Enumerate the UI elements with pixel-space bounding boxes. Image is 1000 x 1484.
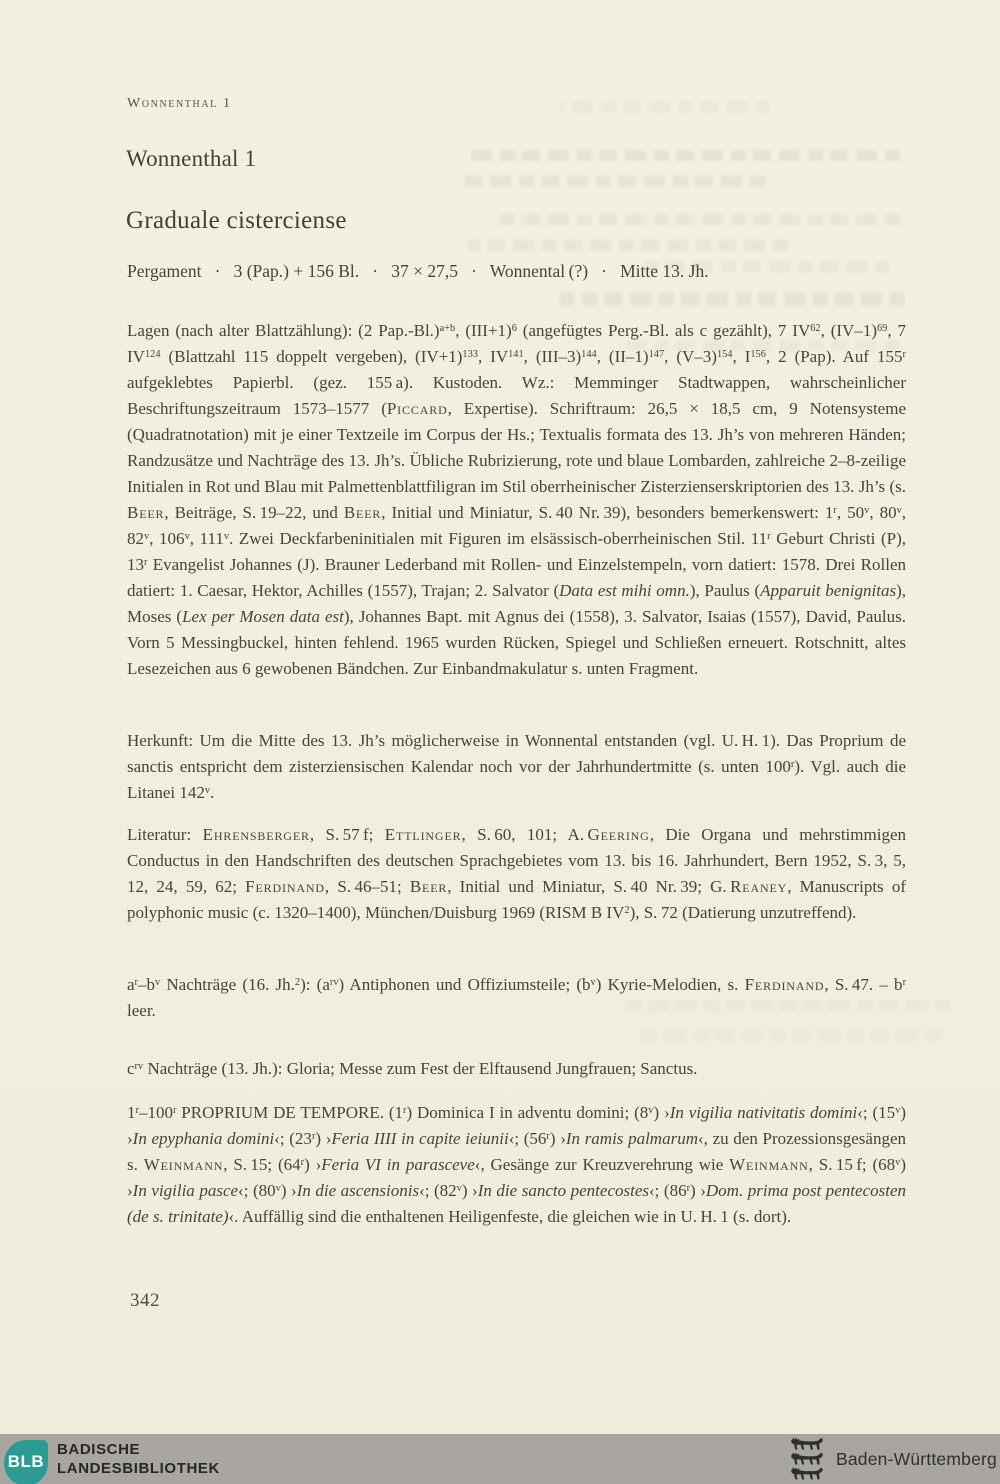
running-head: Wonnenthal 1 bbox=[127, 96, 232, 111]
paragraph-codicology: Lagen (nach alter Blattzählung): (2 Pap.-Bl.)$^{a+b}$, $(III+1)^6$ (angefügtes Perg.-Bl. als c gezählt), 7 IV$^{62}$, $(IV-1)^{69}$, 7 IV$^{124}$ (Blattzahl 115 doppelt vergeben), $(IV+1)^{133}$, IV$^{141}$, $(III-3)^{144}$, $(II-1)^{147}$, $(V-3)^{154}$, $I^{156}$, 2 (Pap). Auf 155$^r$ aufgeklebtes Papierbl. (gez. 155 a). Kustoden. Wz.: Memminger Stadtwappen, wahrscheinlicher Beschriftungszeitraum 1573–1577 (Piccard, Expertise). Schriftraum: 26,5 × 18,5 cm, 9 Notensysteme (Quadratnotation) mit je einer Textzeile im Corpus der Hs.; Textualis formata des 13. Jh’s von mehreren Händen; Randzusätze und Nachträge des 13. Jh’s. Übliche Rubrizierung, rote und blaue Lombarden, zahlreiche 2–8-zeilige Initialen in Rot und Blau mit Palmettenblattfiligran im Stil oberrheinischer Zisterzienserskriptorien des 13. Jh’s (s. Beer, Beiträge, S. 19–22, und Beer, Initial und Miniatur, S. 40 Nr. 39), besonders bemerkenswert: 1$^r$, 50$^v$, 80$^v$, 82$^v$, 106$^v$, 111$^v$. Zwei Deckfarbeninitialen mit Figuren im elsässisch-oberrheinischen Stil. 11$^r$ Geburt Christi (P), 13$^r$ Evangelist Johannes (J). Brauner Lederband mit Rollen- und Einzelstempeln, vorn datiert: 1578. Drei Rollen datiert: 1. Caesar, Hektor, Achilles (1557), Trajan; 2. Salvator (Data est mihi omn.), Paulus (Apparuit benignitas), Moses (Lex per Mosen data est), Johannes Bapt. mit Agnus dei (1558), 3. Salvator, Isaias (1557), David, Paulus. Vorn 5 Messingbuckel, hinten fehlend. 1965 wurden Rücken, Spiegel und Schließen erneuert. Rotschnitt, altes Lesezeichen aus 6 gewobenen Bändchen. Zur Einbandmakulatur s. unten Fragment. bbox=[127, 321, 907, 678]
bleedthrough-artifact bbox=[468, 240, 788, 251]
paragraph-additions-c: $c^{rv}$ Nachträge (13. Jh.): Gloria; Messe zum Fest der Elftausend Jungfrauen; Sanctus. bbox=[127, 1059, 698, 1078]
page-title: Wonnenthal 1 bbox=[126, 146, 257, 171]
paragraph-provenance: Herkunft: Um die Mitte des 13. Jh’s möglicherweise in Wonnental entstanden (vgl. U. H. 1). Das Proprium de sanctis entspricht dem zisterziensischen Kalendar noch vor der Jahrhundertmitte (s. unten 100$^r$). Vgl. auch die Litanei 142$^v$. bbox=[127, 731, 906, 802]
collation-line: Pergament · 3 (Pap.) + 156 Bl. · 37 × 27,5 · Wonnental (?) · Mitte 13. Jh. bbox=[127, 261, 709, 281]
library-name-line1: BADISCHE bbox=[57, 1441, 141, 1458]
paragraph-literature: Literatur: Ehrensberger, S. 57 f; Ettlinger, S. 60, 101; A. Geering, Die Organa und mehrstimmigen Conductus in den Handschriften des deutschen Sprachgebietes vom 13. bis 16. Jahrhundert, Bern 1952, S. 3, 5, 12, 24, 59, 62; Ferdinand, S. 46–51; Beer, Initial und Miniatur, S. 40 Nr. 39; G. Reaney, Manuscripts of polyphonic music (c. 1320–1400), München/Duisburg 1969 (RISM B $IV^2$), S. 72 (Datierung unzutreffend). bbox=[127, 825, 906, 922]
state-name-label: Baden-Württemberg bbox=[836, 1448, 997, 1469]
paragraph-additions-ab: $a^r-b^v$ Nachträge (16. Jh.$^2$): $(a^{rv})$ Antiphonen und Offiziumsteile; $(b^v)$ Kyrie-Melodien, s. Ferdinand, S. 47. – $b^r$ leer. bbox=[127, 975, 907, 1020]
manuscript-title: Graduale cisterciense bbox=[126, 207, 347, 234]
bleedthrough-artifact bbox=[560, 292, 905, 306]
bleedthrough-artifact bbox=[640, 1030, 940, 1041]
state-branding bbox=[788, 1436, 997, 1482]
three-lions-icon bbox=[788, 1437, 826, 1481]
footer-bar bbox=[0, 1434, 1000, 1484]
bleedthrough-artifact bbox=[465, 176, 765, 187]
page-number: 342 bbox=[130, 1290, 160, 1311]
library-name-line2: LANDESBIBLIOTHEK bbox=[57, 1460, 220, 1477]
library-name bbox=[57, 1440, 220, 1478]
blb-logo bbox=[4, 1440, 48, 1484]
blb-logo-text: BLB bbox=[7, 1452, 45, 1471]
paragraph-contents: 1$^r$–100$^r$ PROPRIUM DE TEMPORE. (1$^r$) Dominica I in adventu domini; (8$^v$) ›In vigilia nativitatis domini‹; (15$^v$) ›In epyphania domini‹; (23$^r$) ›Feria IIII in capite ieiunii‹; (56$^r$) ›In ramis palmarum‹, zu den Prozessionsgesängen s. Weinmann, S. 15; (64$^r$) ›Feria VI in parasceve‹, Gesänge zur Kreuzverehrung wie Weinmann, S. 15 f; (68$^v$) ›In vigilia pasce‹; (80$^v$) ›In die ascensionis‹; (82$^v$) ›In die sancto pentecostes‹; (86$^r$) ›Dom. prima post pentecosten (de s. trinitate)‹. Auffällig sind die enthaltenen Heiligenfeste, die gleichen wie in U. H. 1 (s. dort). bbox=[127, 1103, 907, 1226]
